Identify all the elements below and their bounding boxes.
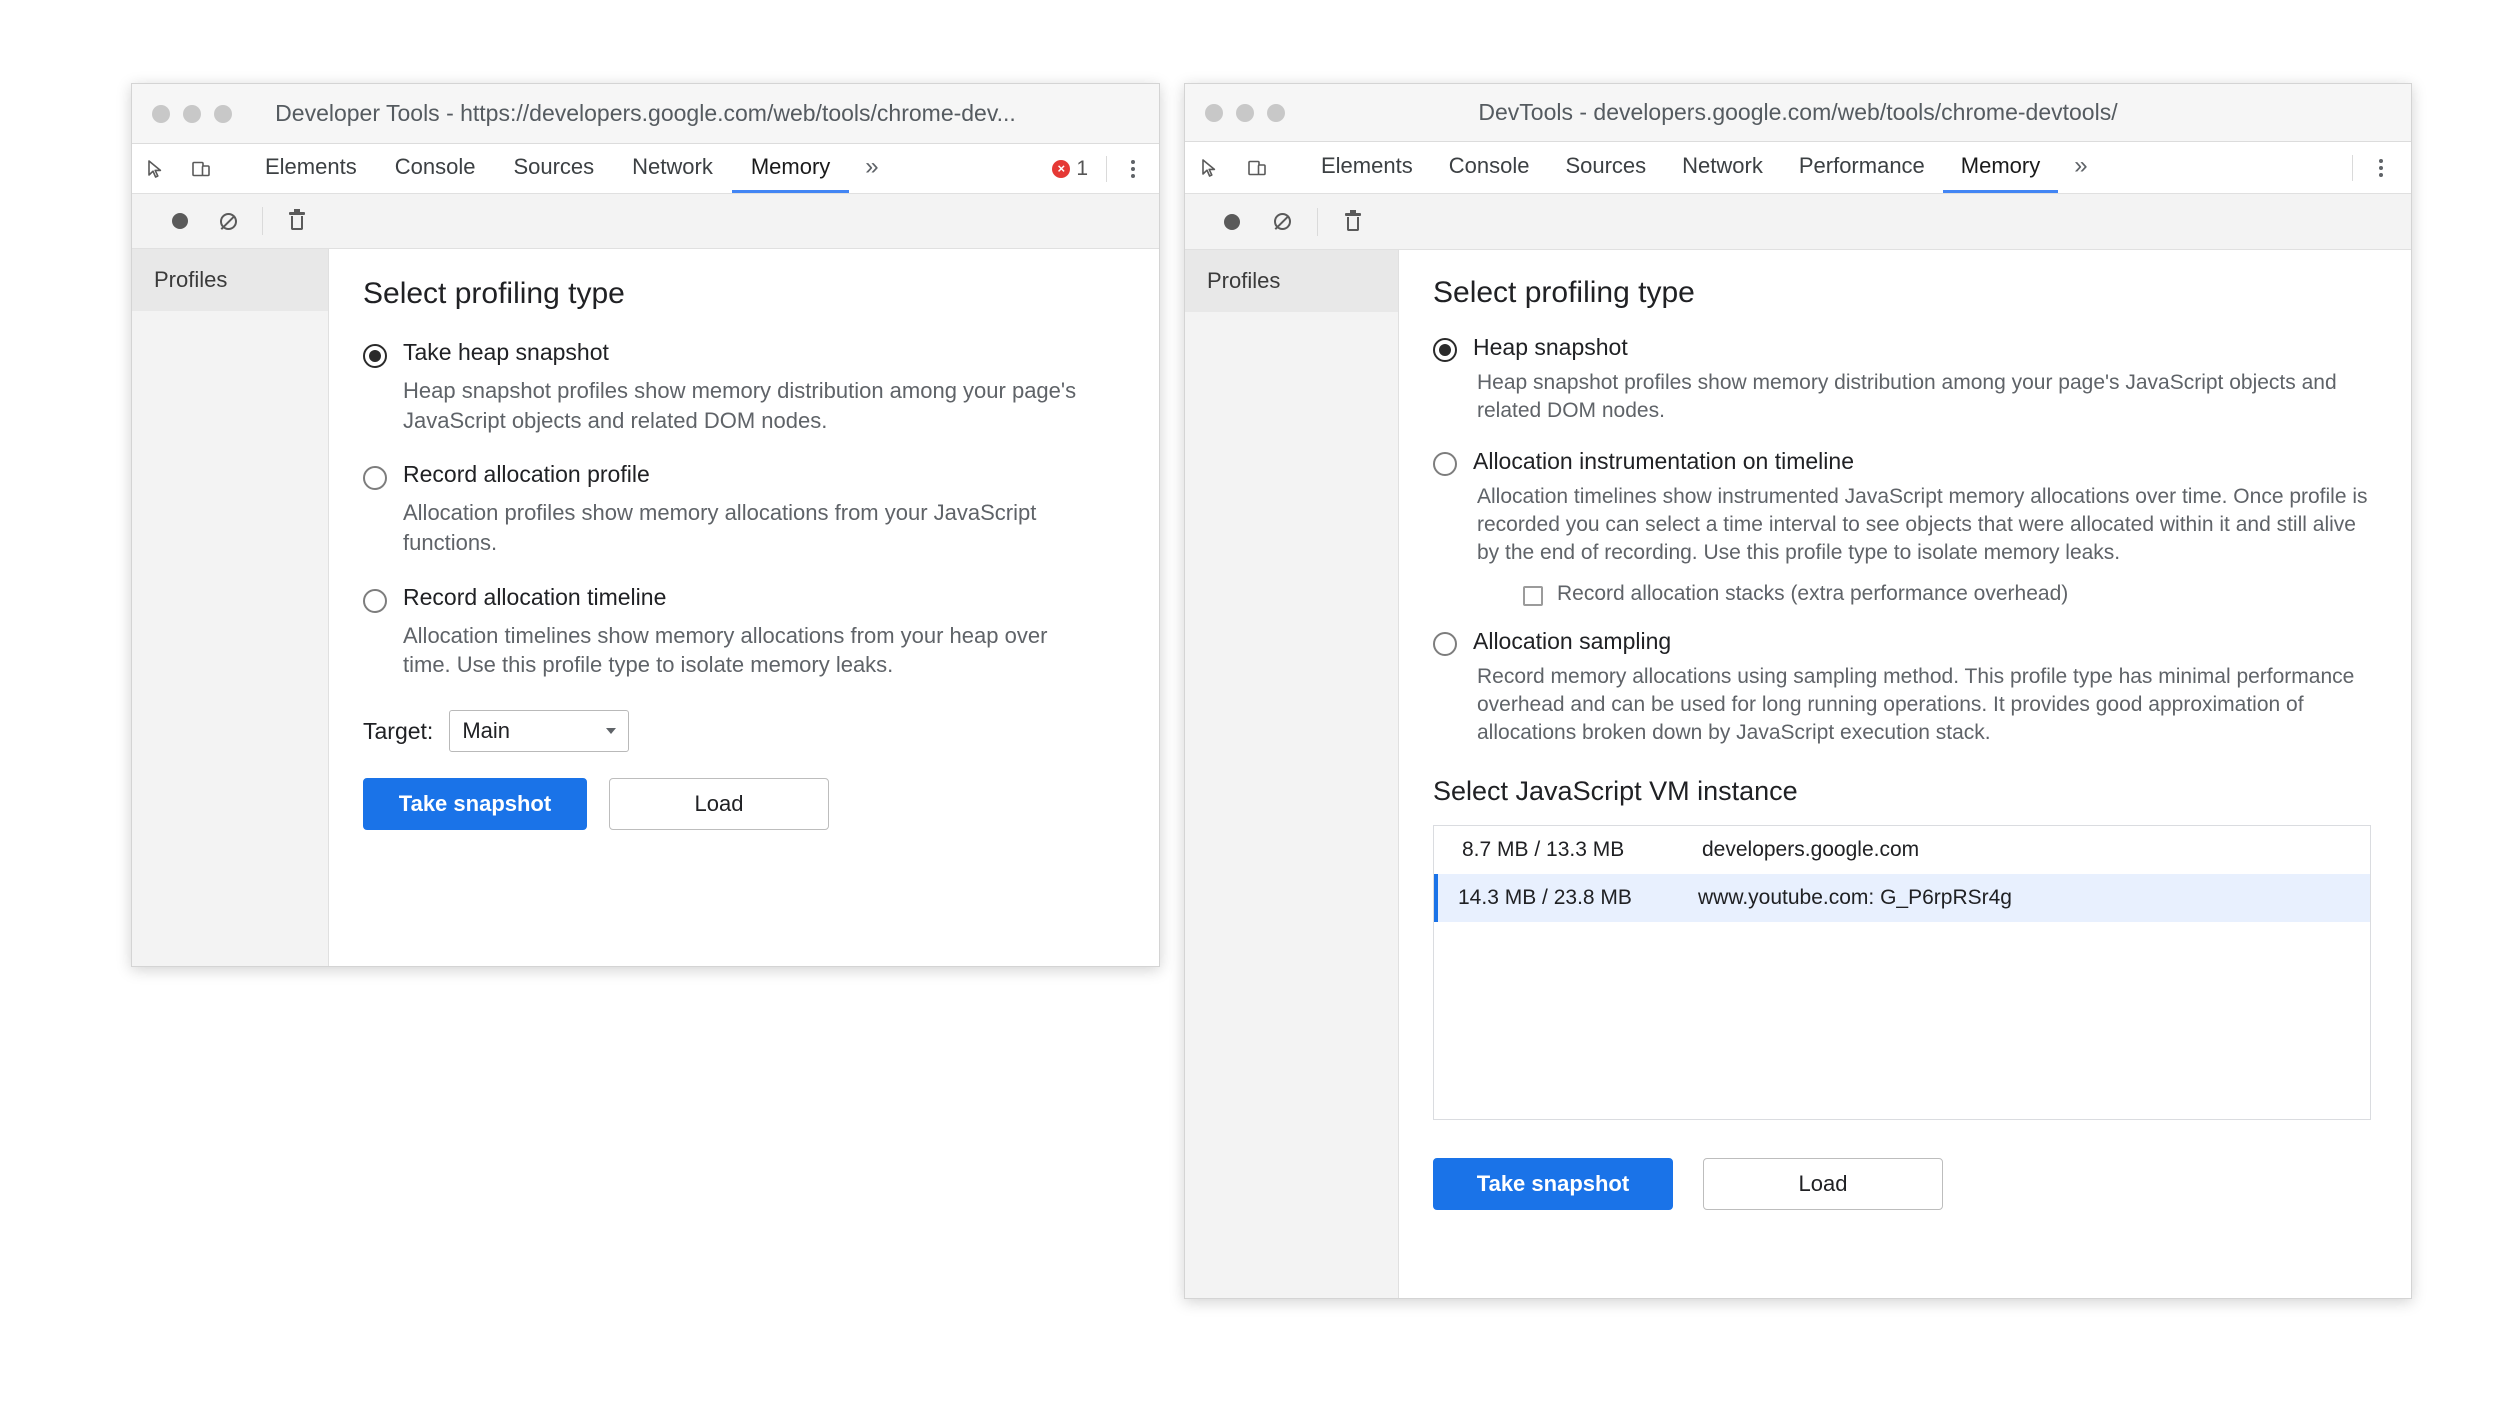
more-tabs-label: » (2074, 152, 2088, 179)
vm-name: developers.google.com (1702, 837, 1920, 861)
error-count-badge[interactable] (1052, 157, 1088, 181)
minimize-window-button[interactable] (1236, 104, 1254, 122)
option-allocation-instrumentation[interactable] (1433, 448, 2371, 476)
error-count-label: 1 (1076, 156, 1088, 180)
target-select-value: Main (462, 718, 511, 744)
radio-record-allocation-timeline[interactable] (363, 589, 387, 613)
vm-name: www.youtube.com: G_P6rpRSr4g (1698, 885, 2012, 909)
profiles-header: Profiles (132, 249, 328, 311)
window-controls-left[interactable] (132, 105, 232, 123)
device-toolbar-icon[interactable] (178, 144, 224, 194)
devtools-tabs-left (246, 144, 895, 193)
option-take-heap-snapshot[interactable] (363, 339, 1125, 368)
record-icon[interactable] (1207, 194, 1257, 250)
window-controls-right[interactable] (1185, 104, 1285, 122)
more-tabs-button[interactable] (2058, 142, 2103, 193)
radio-allocation-instrumentation[interactable] (1433, 452, 1457, 476)
tab-console[interactable] (376, 144, 495, 193)
target-label: Target: (363, 717, 434, 744)
close-window-button[interactable] (1205, 104, 1223, 122)
option-allocation-sampling[interactable] (1433, 628, 2371, 656)
option-description: Allocation profiles show memory allocations from your JavaScript functions. (403, 500, 1037, 556)
option-record-allocation-profile[interactable] (363, 461, 1125, 490)
profiles-sidebar-left[interactable] (132, 249, 329, 967)
tab-console[interactable] (1431, 142, 1548, 193)
vm-size: 14.3 MB / 23.8 MB (1458, 885, 1632, 909)
option-label: Allocation instrumentation on timeline (1473, 447, 1854, 474)
tab-label: Network (1682, 153, 1763, 178)
trash-icon[interactable] (273, 194, 321, 249)
option-description: Record memory allocations using sampling method. This profile type has minimal performance overhead and can be used for long running operations. It provides good approximation of allocations broken down by JavaScript execution stack. (1477, 664, 2355, 745)
maximize-window-button[interactable] (214, 105, 232, 123)
page-title: Select profiling type (363, 277, 625, 310)
radio-record-allocation-profile[interactable] (363, 466, 387, 490)
devtools-window-right (1184, 83, 2412, 1299)
tab-label: Elements (1321, 153, 1413, 178)
inspect-cursor-icon[interactable] (1185, 142, 1233, 194)
tab-label: Memory (1960, 153, 2041, 178)
target-select[interactable] (449, 710, 629, 752)
chevron-down-icon (606, 728, 616, 734)
memory-sub-toolbar-right (1185, 194, 2411, 250)
option-label: Record allocation profile (403, 461, 650, 488)
titlebar-right[interactable] (1185, 84, 2411, 142)
option-description: Allocation timelines show instrumented JavaScript memory allocations over time. Once profile is recorded you can select a time interval to see objects that were allocated within it and still alive by the end of recording. Use this profile type to isolate memory leaks. (1477, 484, 2368, 565)
toolbar-right-right (2352, 155, 2411, 181)
vm-instance-list[interactable] (1433, 825, 2371, 1120)
more-tabs-label: » (865, 153, 879, 180)
option-label: Heap snapshot (1473, 334, 1628, 360)
memory-panel-left (132, 249, 1159, 967)
profiles-sidebar-right[interactable] (1185, 250, 1399, 1299)
page-title: Select profiling type (1433, 276, 1695, 309)
more-options-icon[interactable] (1121, 160, 1145, 178)
sub-toolbar-divider (262, 207, 263, 235)
more-tabs-button[interactable] (849, 144, 894, 193)
minimize-window-button[interactable] (183, 105, 201, 123)
tab-label: Console (394, 154, 476, 179)
tab-sources[interactable] (1547, 142, 1664, 193)
stop-icon[interactable] (204, 194, 252, 249)
error-icon: × (1052, 160, 1070, 178)
tab-elements[interactable] (246, 144, 376, 193)
inspect-cursor-icon[interactable] (132, 144, 178, 194)
profiling-type-content-left (329, 249, 1159, 967)
toolbar-divider (1106, 156, 1107, 182)
option-label: Take heap snapshot (403, 339, 609, 365)
radio-heap-snapshot[interactable] (1433, 338, 1457, 362)
toolbar-divider (2352, 155, 2353, 181)
device-toolbar-icon[interactable] (1233, 142, 1281, 194)
option-description: Allocation timelines show memory allocations from your heap over time. Use this profile type to isolate memory leaks. (403, 622, 1048, 678)
tab-performance[interactable] (1781, 142, 1943, 193)
vm-size: 8.7 MB / 13.3 MB (1462, 837, 1625, 861)
take-snapshot-label: Take snapshot (398, 791, 552, 817)
trash-icon[interactable] (1328, 194, 1378, 250)
profiling-type-content-right (1399, 250, 2411, 1299)
tab-memory[interactable] (732, 144, 849, 193)
option-description: Heap snapshot profiles show memory distribution among your page's JavaScript objects and related DOM nodes. (1477, 371, 2337, 423)
table-row[interactable] (1434, 826, 2370, 874)
tab-label: Network (632, 154, 713, 179)
option-description: Heap snapshot profiles show memory distribution among your page's JavaScript objects and related DOM nodes. (403, 378, 1077, 433)
load-label: Load (1798, 1170, 1848, 1196)
tab-label: Memory (750, 154, 831, 179)
radio-allocation-sampling[interactable] (1433, 632, 1457, 656)
memory-sub-toolbar-left (132, 194, 1159, 249)
close-window-button[interactable] (152, 105, 170, 123)
checkbox-label: Record allocation stacks (extra performance overhead) (1557, 581, 2069, 605)
toolbar-right-left (1052, 156, 1159, 182)
window-title-left: Developer Tools - https://developers.google.com/web/tools/chrome-dev... (275, 100, 1016, 126)
tab-sources[interactable] (494, 144, 613, 193)
tab-label: Performance (1798, 153, 1925, 178)
load-button[interactable] (609, 778, 829, 830)
devtools-window-left (131, 83, 1160, 967)
tab-label: Sources (513, 154, 595, 179)
profiles-header: Profiles (1185, 250, 1398, 312)
tab-label: Sources (1565, 153, 1647, 178)
tab-label: Elements (265, 154, 357, 179)
titlebar-left[interactable] (132, 84, 1159, 144)
sub-toolbar-divider (1317, 208, 1318, 236)
tab-memory[interactable] (1943, 142, 2058, 193)
option-record-allocation-timeline[interactable] (363, 584, 1125, 613)
option-record-allocation-stacks[interactable] (1523, 582, 2371, 606)
tab-label: Console (1448, 153, 1530, 178)
take-snapshot-button[interactable] (363, 778, 587, 830)
maximize-window-button[interactable] (1267, 104, 1285, 122)
load-label: Load (694, 791, 744, 817)
more-options-icon[interactable] (2369, 159, 2393, 177)
memory-panel-right (1185, 250, 2411, 1299)
table-row[interactable] (1434, 874, 2370, 922)
take-snapshot-label: Take snapshot (1476, 1170, 1630, 1196)
option-heap-snapshot[interactable] (1433, 334, 2371, 362)
tab-network[interactable] (613, 144, 732, 193)
vm-instance-heading: Select JavaScript VM instance (1433, 775, 1798, 806)
devtools-tabs-right (1303, 142, 2104, 193)
tab-elements[interactable] (1303, 142, 1431, 193)
option-label: Record allocation timeline (403, 583, 667, 610)
checkbox-record-allocation-stacks[interactable] (1523, 586, 1543, 606)
option-label: Allocation sampling (1473, 627, 1672, 654)
take-snapshot-button[interactable] (1433, 1158, 1673, 1210)
radio-take-heap-snapshot[interactable] (363, 344, 387, 368)
stop-icon[interactable] (1257, 194, 1307, 250)
window-title-right: DevTools - developers.google.com/web/tools/chrome-devtools/ (1478, 99, 2118, 125)
record-icon[interactable] (156, 194, 204, 249)
tab-network[interactable] (1664, 142, 1781, 193)
devtools-toolbar-right (1185, 142, 2411, 194)
devtools-toolbar-left (132, 144, 1159, 194)
load-button[interactable] (1703, 1158, 1943, 1210)
